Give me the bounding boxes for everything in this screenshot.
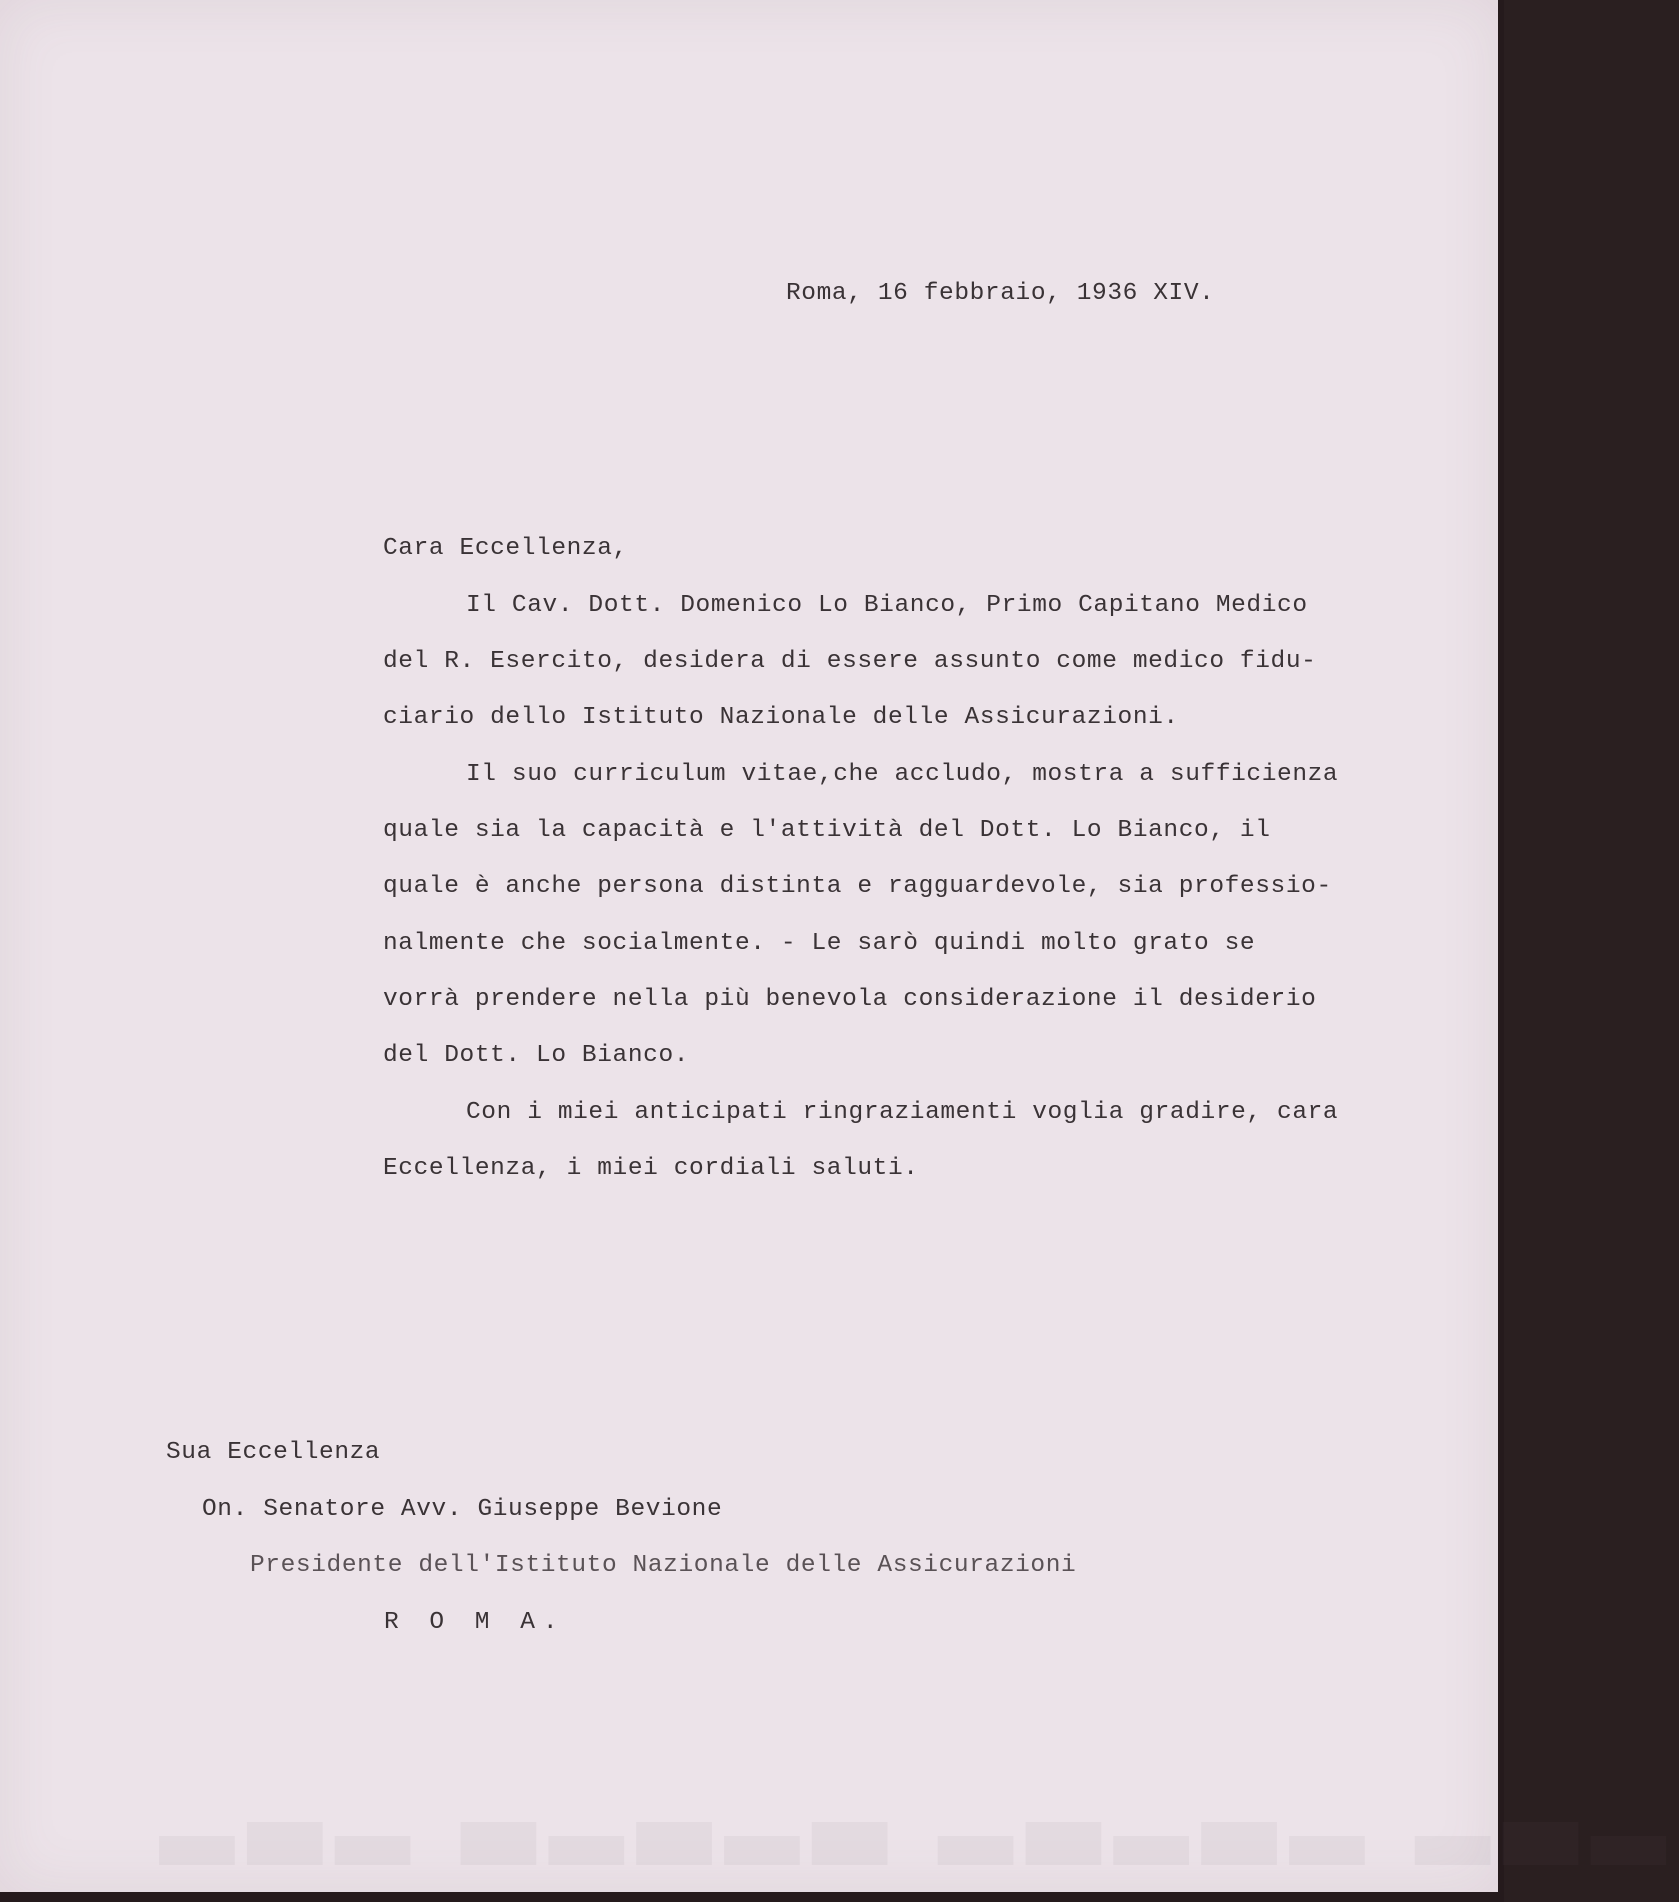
body-line: quale è anche persona distinta e ragguardevole, sia professio- [383, 873, 1332, 900]
salutation: Cara Eccellenza, [383, 535, 628, 562]
recipient-city: R O M A. [384, 1609, 566, 1636]
body-line: del Dott. Lo Bianco. [383, 1042, 690, 1069]
recipient-title: Sua Eccellenza [166, 1439, 381, 1466]
recipient-name: On. Senatore Avv. Giuseppe Bevione [202, 1496, 723, 1523]
body-line: ciario dello Istituto Nazionale delle Assicurazioni. [383, 704, 1179, 731]
bleed-through-marks: ▂▃▂ ▃▂▃▂▃ ▂▃▂▃▂ ▂▃▂ [160, 1755, 1679, 1862]
body-line: Il Cav. Dott. Domenico Lo Bianco, Primo Capitano Medico [466, 592, 1308, 619]
body-line: Eccellenza, i miei cordiali saluti. [383, 1155, 919, 1182]
body-line: Il suo curriculum vitae,che accludo, mostra a sufficienza [466, 761, 1339, 788]
body-line: Con i miei anticipati ringraziamenti voglia gradire, cara [466, 1099, 1339, 1126]
body-line: nalmente che socialmente. - Le sarò quindi molto grato se [383, 930, 1256, 957]
body-line: vorrà prendere nella più benevola considerazione il desiderio [383, 986, 1317, 1013]
letter-date: Roma, 16 febbraio, 1936 XIV. [786, 280, 1215, 307]
recipient-position: Presidente dell'Istituto Nazionale delle Assicurazioni [250, 1552, 1077, 1579]
body-line: del R. Esercito, desidera di essere assunto come medico fidu- [383, 648, 1317, 675]
body-line: quale sia la capacità e l'attività del Dott. Lo Bianco, il [383, 817, 1271, 844]
